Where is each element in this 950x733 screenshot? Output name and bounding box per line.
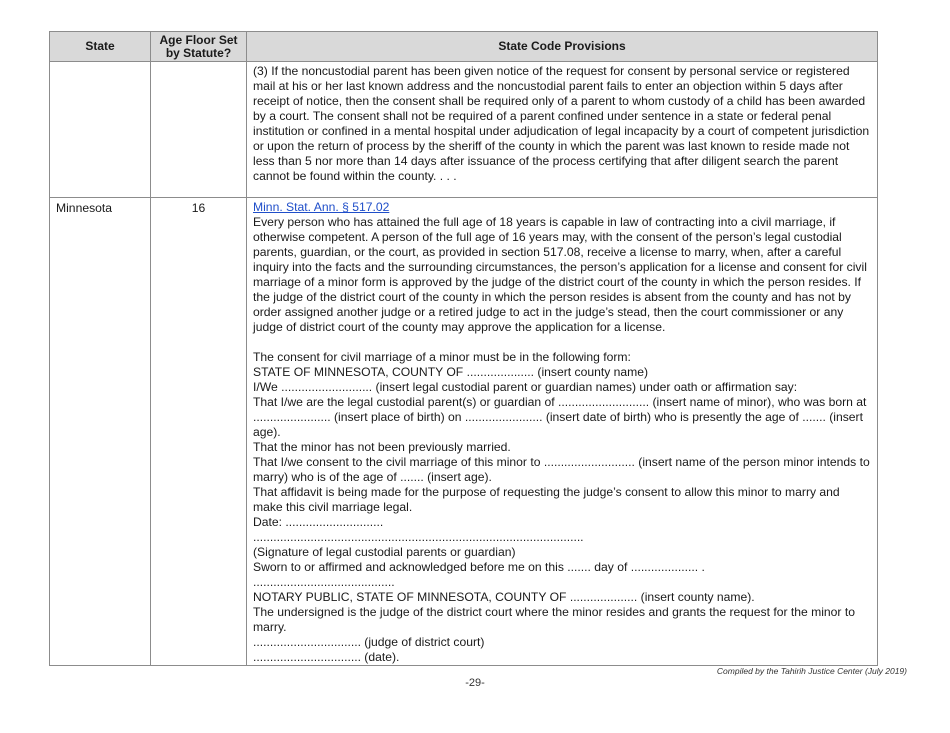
consent-form-line: That I/we consent to the civil marriage of this minor to ........................... (insert name of the person minor intends to marry) who is of the age of ....... (insert age).: [253, 455, 870, 484]
provisions-cell: [247, 62, 878, 198]
table-row: [50, 198, 878, 666]
consent-form-line: STATE OF MINNESOTA, COUNTY OF .................... (insert county name): [253, 365, 649, 379]
consent-form-line: I/We ........................... (insert legal custodial parent or guardian names) under oath or affirmation say:: [253, 380, 798, 394]
provision-paragraph: (3) If the noncustodial parent has been given notice of the request for consent by personal service or registered mail at his or her last known address and the noncustodial parent fails to enter an objection within 5 days after receipt of notice, then the consent shall be required only of a parent to whom custody of a child has been awarded by a court. The consent shall not be required of a parent confined under sentence in a state or federal penal institution or confined in a mental hospital under adjudication of legal incapacity by a court of competent jurisdiction or upon the return of process by the sheriff of the county in which the parent was last known to reside made not less than 5 nor more than 14 days after issuance of the process certifying that after diligent search the parent cannot be found within the county. . . .: [253, 64, 870, 183]
consent-form-line: ................................ (date).: [253, 650, 400, 664]
state-cell: Minnesota: [50, 198, 151, 666]
consent-form-line: The undersigned is the judge of the district court where the minor resides and grants the request for the minor to marry.: [253, 605, 855, 634]
page-number: -29-: [465, 677, 485, 689]
consent-form-line: That affidavit is being made for the purpose of requesting the judge’s consent to allow this minor to marry and make this civil marriage legal.: [253, 485, 840, 514]
provisions-cell: [247, 198, 878, 666]
footer-credit: Compiled by the Tahirih Justice Center (July 2019): [716, 666, 907, 676]
consent-form-line: The consent for civil marriage of a minor must be in the following form:: [253, 350, 631, 364]
consent-form-line: NOTARY PUBLIC, STATE OF MINNESOTA, COUNTY OF .................... (insert county name).: [253, 590, 755, 604]
consent-form-line: That the minor has not been previously married.: [253, 440, 511, 454]
consent-form-line: ................................ (judge of district court): [253, 635, 485, 649]
provision-paragraph: Every person who has attained the full age of 18 years is capable in law of contracting into a civil marriage, if otherwise competent. A person of the full age of 16 years may, with the consent of the person’s legal custodial parents, guardian, or the court, as provided in section 517.08, receive a license to marry, when, after a careful inquiry into the facts and the surrounding circumstances, the person’s application for a license and consent for civil marriage of a minor form is approved by the judge of the district court of the county in which the person resides. If the judge of the district court of the county in which the person resides is absent from the county and has not by order assigned another judge or a retired judge to act in the judge’s stead, then the court commissioner or any judge of district court of the county may approve the application for a license.: [253, 215, 867, 334]
age-cell: 16: [151, 198, 247, 666]
statute-link[interactable]: Minn. Stat. Ann. § 517.02: [253, 200, 390, 214]
consent-form-line: That I/we are the legal custodial parent(s) or guardian of ........................... (insert name of minor), who was born at ....................... (insert place of birth) on ....................... (insert date of birth) who is presently the age of ....... (insert age).: [253, 395, 867, 439]
provisions-table: [49, 31, 878, 666]
consent-form-line: (Signature of legal custodial parents or guardian): [253, 545, 516, 559]
consent-form-line: Date: .............................: [253, 515, 384, 529]
state-cell: [50, 62, 151, 198]
consent-form-line: ..........................................: [253, 575, 395, 589]
consent-form-line: ..................................................................................................: [253, 530, 584, 544]
table-header-row: [50, 32, 878, 62]
table-row: [50, 62, 878, 198]
header-age-floor: Age Floor Set by Statute?: [151, 32, 247, 62]
header-provisions: State Code Provisions: [247, 32, 878, 62]
header-state: State: [50, 32, 151, 62]
age-cell: [151, 62, 247, 198]
consent-form-line: Sworn to or affirmed and acknowledged before me on this ....... day of .................... .: [253, 560, 705, 574]
paragraph-gap: [253, 335, 872, 350]
